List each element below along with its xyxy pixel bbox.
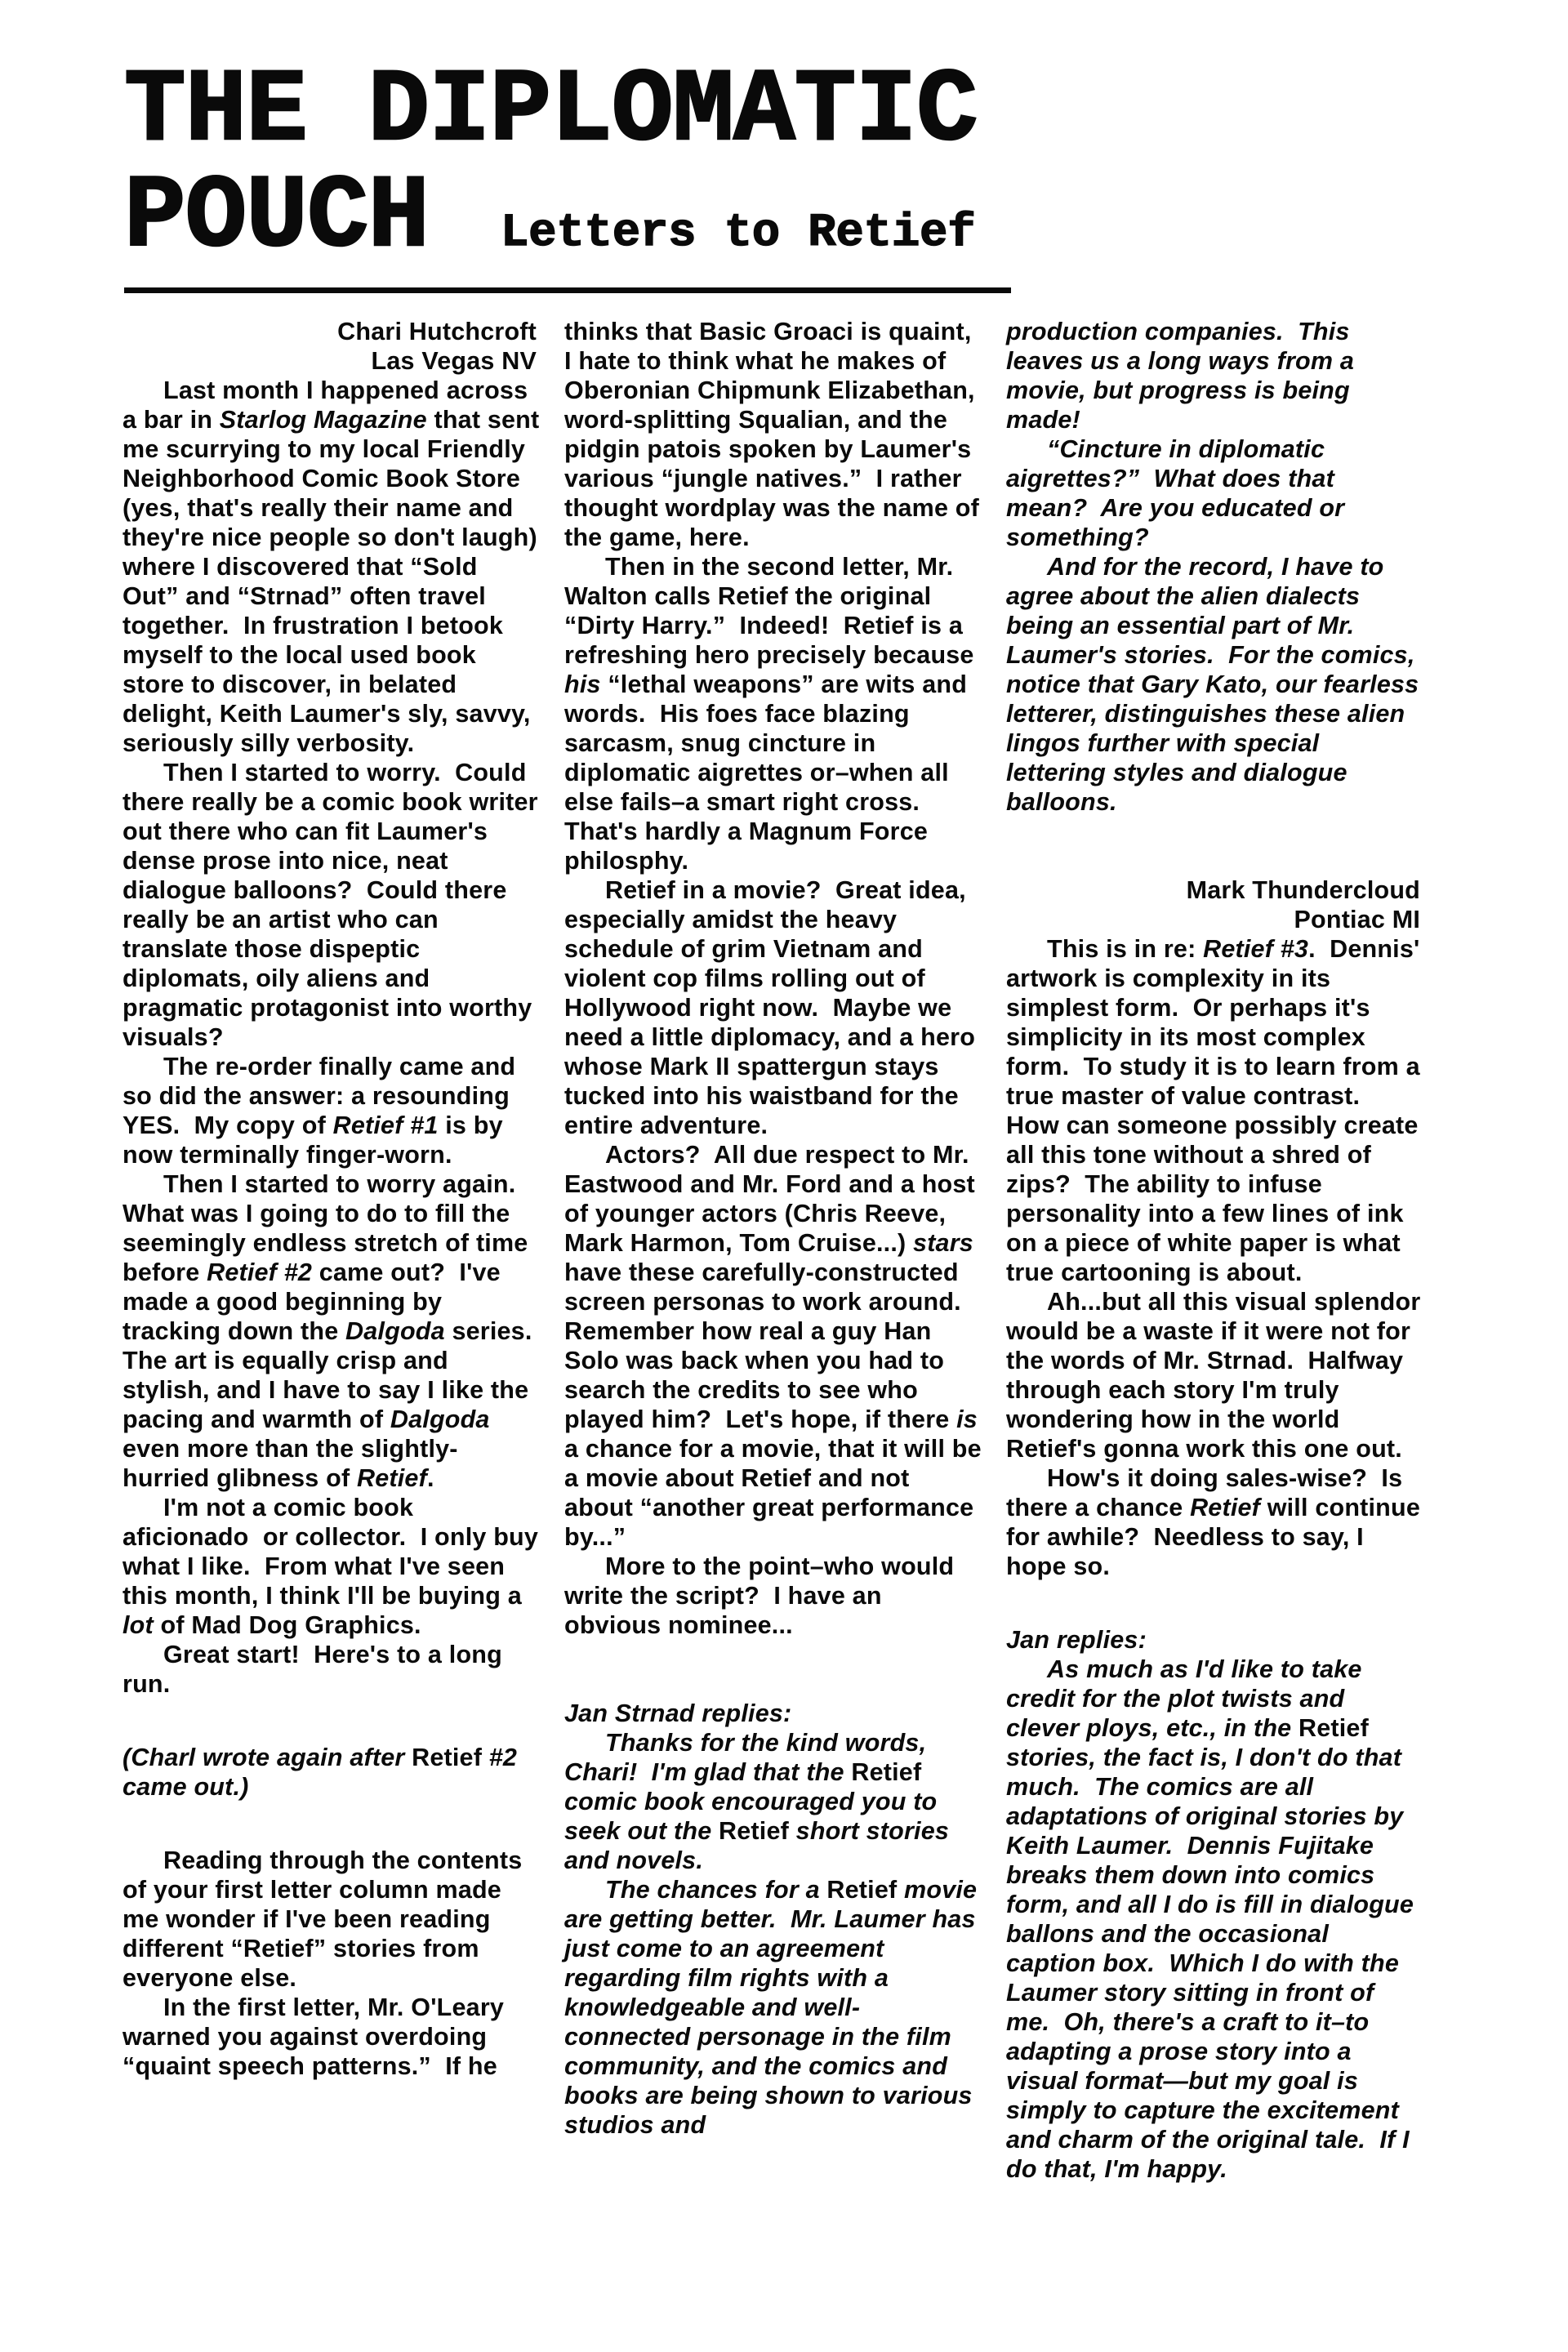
paragraph: Then I started to worry again. What was I going to do to fill the seemingly endless stretch of time before Retief #2 came out? I've made a good beginning by tracking down the Dalgoda series. The art is equally crisp and stylish, and I have to say I like the pacing and warmth of Dalgoda even more than the slightly-hurried glibness of Retief. — [122, 1170, 540, 1492]
paragraph: And for the record, I have to agree about the alien dialects being an essential part of Mr. Laumer's stories. For the comics, notice that Gary Kato, our fearless letterer, distinguishes these alien lingos further with special lettering styles and dialogue balloons. — [1006, 553, 1419, 816]
letter-author: Mark Thundercloud — [1186, 876, 1420, 904]
reply-heading: Jan Strnad replies: — [564, 1699, 792, 1727]
paragraph: (Charl wrote again after Retief #2 came out.) — [122, 1744, 518, 1801]
paragraph: Ah...but all this visual splendor would be a waste if it were not for the words of Mr. Strnad. Halfway through each story I'm truly wondering how in the world Retief's gonna work this one out. — [1006, 1288, 1421, 1463]
paragraph: Then in the second letter, Mr. Walton calls Retief the original “Dirty Harry.” Indeed! Retief is a refreshing hero precisely because his “lethal weapons” are wits and words. His foes face blazing sarcasm, snug cincture in diplomatic aigrettes or–when all else fails–a smart right cross. That's hardly a Magnum Force philosphy. — [564, 553, 974, 875]
letter-author: Chari Hutchcroft — [337, 318, 537, 345]
paragraph: The re-order finally came and so did the answer: a resounding YES. My copy of Retief #1 is by now terminally finger-worn. — [122, 1053, 516, 1169]
letters-column-1 — [122, 317, 540, 2184]
paragraph: Thanks for the kind words, Chari! I'm glad that the Retief comic book encouraged you to seek out the Retief short stories and novels. — [564, 1729, 950, 1874]
letters-column-2 — [564, 317, 982, 2184]
paragraph: I'm not a comic book aficionado or collector. I only buy what I like. From what I've seen this month, I think I'll be buying a lot of Mad Dog Graphics. — [122, 1494, 539, 1639]
letter-location: Pontiac MI — [1294, 906, 1420, 933]
paragraph: This is in re: Retief #3. Dennis' artwork is complexity in its simplest form. Or perhaps it's simplicity in its most complex form. To study it is to learn from a true master of value contrast. How can someone possibly create all this tone without a shred of zips? The ability to infuse personality into a few lines of ink on a piece of white paper is what true cartooning is about. — [1006, 935, 1420, 1286]
paragraph: Last month I happened across a bar in Starlog Magazine that sent me scurrying to my local Friendly Neighborhood Comic Book Store (yes, that's really their name and they're nice people so don't laugh) where I discovered that “Sold Out” and “Strnad” often travel together. In frustration I betook myself to the local used book store to discover, in belated delight, Keith Laumer's sly, savvy, seriously silly verbosity. — [122, 376, 540, 757]
title-row — [124, 158, 1011, 276]
paragraph: The chances for a Retief movie are getting better. Mr. Laumer has just come to an agreement regarding film rights with a knowledgeable and well-connected personage in the film community, and the comics and books are being shown to various studios and — [564, 1876, 978, 2139]
title-rule — [124, 287, 1011, 293]
page-title-line2: POUCH — [124, 158, 430, 276]
page-subtitle: Letters to Retief — [501, 207, 976, 260]
paragraph: Reading through the contents of your first letter column made me wonder if I've been reading different “Retief” stories from everyone else. — [122, 1846, 523, 1992]
page-header — [124, 53, 1011, 293]
reply-heading: Jan replies: — [1006, 1626, 1147, 1654]
page-title-line1: THE DIPLOMATIC — [124, 53, 978, 170]
letter-location: Las Vegas NV — [371, 347, 537, 375]
paragraph: As much as I'd like to take credit for the plot twists and clever ploys, etc., in the Retief stories, the fact is, I don't do that much. The comics are all adaptations of original stories by Keith Laumer. Dennis Fujitake breaks them down into comics form, and all I do is fill in dialogue ballons and the occasional caption box. Which I do with the Laumer story sitting in front of me. Oh, there's a craft to it–to adapting a prose story into a visual format—but my goal is simply to capture the excitement and charm of the original tale. If I do that, I'm happy. — [1006, 1655, 1414, 2183]
paragraph: How's it doing sales-wise? Is there a chance Retief will continue for awhile? Needless to say, I hope so. — [1006, 1464, 1421, 1580]
paragraph: Actors? All due respect to Mr. Eastwood and Mr. Ford and a host of younger actors (Chris Reeve, Mark Harmon, Tom Cruise...) stars have these carefully-constructed screen personas to work around. Remember how real a guy Han Solo was back when you had to search the credits to see who played him? Let's hope, if there is a chance for a movie, that it will be a movie about Retief and not about “another great performance by...” — [564, 1141, 982, 1551]
paragraph: thinks that Basic Groaci is quaint, I hate to think what he makes of Oberonian Chipmunk Elizabethan, word-splitting Squalian, and the pidgin patois spoken by Laumer's various “jungle natives.” I rather thought wordplay was the name of the game, here. — [564, 318, 979, 551]
paragraph: Great start! Here's to a long run. — [122, 1641, 502, 1698]
paragraph: Then I started to worry. Could there really be a comic book writer out there who can fit Laumer's dense prose into nice, neat dialogue balloons? Could there really be an artist who can translate those dispeptic diplomats, oily aliens and pragmatic protagonist into worthy visuals? — [122, 759, 538, 1051]
letters-columns — [122, 317, 1423, 2184]
paragraph: Retief in a movie? Great idea, especially amidst the heavy schedule of grim Vietnam and violent cop films rolling out of Hollywood right now. Maybe we need a little diplomacy, and a hero whose Mark II spattergun stays tucked into his waistband for the entire adventure. — [564, 876, 976, 1139]
paragraph: More to the point–who would write the script? I have an obvious nominee... — [564, 1552, 955, 1639]
paragraph: production companies. This leaves us a long ways from a movie, but progress is being made! — [1006, 318, 1355, 434]
paragraph: In the first letter, Mr. O'Leary warned you against overdoing “quaint speech patterns.” If he — [122, 1993, 505, 2080]
letters-column-3 — [1006, 317, 1423, 2184]
paragraph: “Cincture in diplomatic aigrettes?” What does that mean? Are you educated or something? — [1006, 435, 1345, 551]
